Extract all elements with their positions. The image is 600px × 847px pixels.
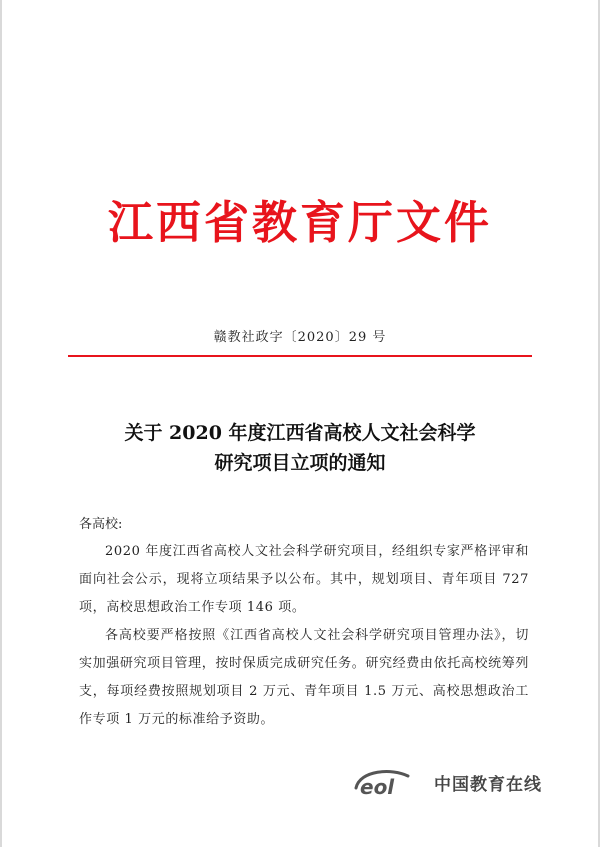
eol-logo-text: eol: [360, 775, 395, 799]
salutation: 各高校:: [79, 517, 123, 532]
body-paragraph-2: 各高校要严格按照《江西省高校人文社会科学研究项目管理办法》，切实加强研究项目管理，按时保质完成研究任务。研究经费由依托高校统筹列支，每项经费按照规划项目 2 万元、青年项目 1.5 万元、高校思想政治工作专项 1 万元的标准给予资助。: [79, 628, 529, 727]
notice-title-line-1: 关于 2020 年度江西省高校人文社会科学: [124, 422, 476, 444]
eol-watermark: [352, 764, 542, 800]
document-number: 赣教社政字〔2020〕29 号: [213, 330, 387, 345]
red-divider-line: [68, 355, 532, 357]
watermark-text: 中国教育在线: [434, 774, 542, 795]
notice-title-line-2: 研究项目立项的通知: [214, 452, 386, 474]
issuer-heading: 江西省教育厅文件: [107, 196, 492, 249]
eol-logo-icon: [352, 764, 430, 800]
notice-title: [0, 418, 600, 478]
body-paragraph-1: 2020 年度江西省高校人文社会科学研究项目，经组织专家严格评审和面向社会公示，现将立项结果予以公布。其中，规划项目、青年项目 727 项，高校思想政治工作专项 146 项。: [79, 544, 529, 615]
